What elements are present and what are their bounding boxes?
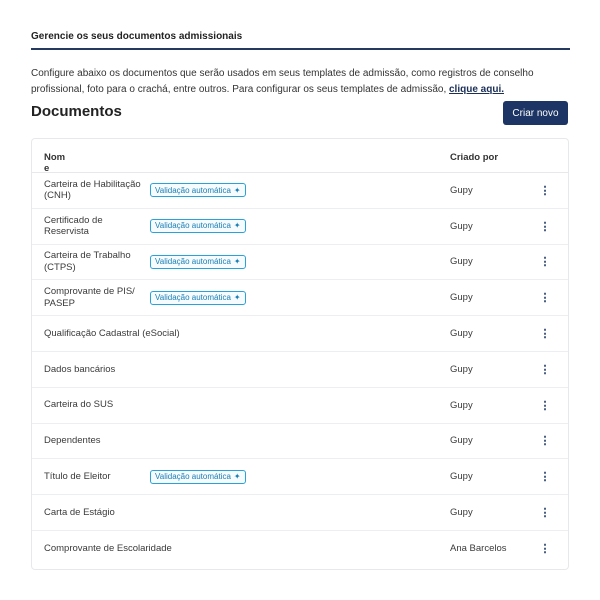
auto-validation-badge xyxy=(150,219,246,233)
document-name: Dados bancários xyxy=(44,363,116,375)
more-vertical-icon[interactable]: ⋮ xyxy=(539,399,551,412)
document-name: Dependentes xyxy=(44,435,101,447)
auto-validation-badge xyxy=(150,183,246,197)
created-by-cell: Gupy xyxy=(450,399,473,411)
table-header xyxy=(32,139,568,173)
document-name-cell xyxy=(44,280,246,315)
document-name: Comprovante de PIS/ PASEP xyxy=(44,286,135,309)
auto-validation-badge xyxy=(150,470,246,484)
more-vertical-icon[interactable]: ⋮ xyxy=(539,435,551,448)
document-name: Carteira do SUS xyxy=(44,399,114,411)
auto-validation-label: Validação automática xyxy=(155,221,231,231)
more-vertical-icon[interactable]: ⋮ xyxy=(539,507,551,520)
created-by-cell: Gupy xyxy=(450,256,473,268)
page-title: Documentos xyxy=(31,103,122,120)
column-header-name: Nome xyxy=(44,152,66,174)
created-by-cell: Gupy xyxy=(450,363,473,375)
auto-validation-label: Validação automática xyxy=(155,257,231,267)
templates-link[interactable]: clique aqui. xyxy=(449,83,505,95)
more-vertical-icon[interactable]: ⋮ xyxy=(539,543,551,556)
documents-table xyxy=(31,138,569,570)
created-by-cell: Gupy xyxy=(450,435,473,447)
table-row[interactable] xyxy=(32,459,568,495)
document-name-cell xyxy=(44,316,180,351)
document-name-cell xyxy=(44,531,172,567)
table-row[interactable] xyxy=(32,531,568,567)
table-row[interactable] xyxy=(32,388,568,424)
auto-validation-badge xyxy=(150,255,246,269)
sparkle-icon: ✦ xyxy=(233,185,241,195)
document-name-cell xyxy=(44,245,246,280)
document-name: Carteira de Trabalho (CTPS) xyxy=(44,250,131,273)
auto-validation-label: Validação automática xyxy=(155,293,231,303)
document-name: Qualificação Cadastral (eSocial) xyxy=(44,327,180,339)
more-vertical-icon[interactable]: ⋮ xyxy=(539,363,551,376)
sparkle-icon: ✦ xyxy=(233,257,241,267)
sparkle-icon: ✦ xyxy=(233,221,241,231)
auto-validation-label: Validação automática xyxy=(155,472,231,482)
section-title: Gerencie os seus documentos admissionais xyxy=(31,31,243,42)
document-name-cell xyxy=(44,173,246,208)
table-row[interactable] xyxy=(32,316,568,352)
more-vertical-icon[interactable]: ⋮ xyxy=(539,256,551,269)
table-row[interactable] xyxy=(32,173,568,209)
created-by-cell: Gupy xyxy=(450,184,473,196)
document-name-cell xyxy=(44,209,246,244)
intro-paragraph xyxy=(31,66,571,97)
table-row[interactable] xyxy=(32,424,568,460)
created-by-cell: Gupy xyxy=(450,507,473,519)
sparkle-icon: ✦ xyxy=(233,472,241,482)
column-header-created-by: Criado por xyxy=(450,152,499,163)
table-row[interactable] xyxy=(32,280,568,316)
created-by-cell: Gupy xyxy=(450,220,473,232)
document-name: Título de Eleitor xyxy=(44,471,111,483)
document-name: Comprovante de Escolaridade xyxy=(44,543,172,555)
more-vertical-icon[interactable]: ⋮ xyxy=(539,220,551,233)
document-name-cell xyxy=(44,495,115,530)
table-row[interactable] xyxy=(32,209,568,245)
document-name-cell xyxy=(44,352,115,387)
created-by-cell: Gupy xyxy=(450,328,473,340)
more-vertical-icon[interactable]: ⋮ xyxy=(539,292,551,305)
document-name: Certificado de Reservista xyxy=(44,214,103,238)
table-row[interactable] xyxy=(32,245,568,281)
more-vertical-icon[interactable]: ⋮ xyxy=(539,184,551,197)
auto-validation-label: Validação automática xyxy=(155,185,231,195)
table-row[interactable] xyxy=(32,495,568,531)
more-vertical-icon[interactable]: ⋮ xyxy=(539,328,551,341)
document-name-cell xyxy=(44,459,246,494)
document-name-cell xyxy=(44,388,113,423)
create-new-button[interactable]: Criar novo xyxy=(503,101,568,125)
section-divider xyxy=(31,48,570,50)
intro-text: Configure abaixo os documentos que serão usados em seus templates de admissão, como registros de conselho profissional, foto para o crachá, entre outros. Para configurar os seus templates de admissão, xyxy=(31,68,534,95)
sparkle-icon: ✦ xyxy=(233,293,241,303)
auto-validation-badge xyxy=(150,291,246,305)
more-vertical-icon[interactable]: ⋮ xyxy=(539,471,551,484)
created-by-cell: Ana Barcelos xyxy=(450,543,507,555)
table-body xyxy=(32,173,568,567)
document-name: Carteira de Habilitação (CNH) xyxy=(44,178,141,202)
created-by-cell: Gupy xyxy=(450,471,473,483)
document-name: Carta de Estágio xyxy=(44,506,115,518)
created-by-cell: Gupy xyxy=(450,292,473,304)
table-row[interactable] xyxy=(32,352,568,388)
document-name-cell xyxy=(44,424,101,459)
